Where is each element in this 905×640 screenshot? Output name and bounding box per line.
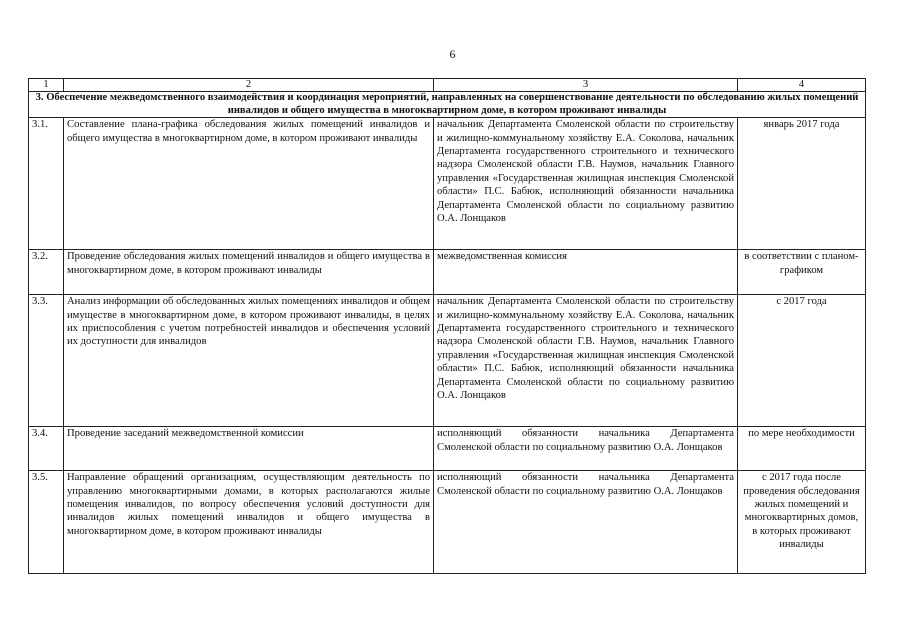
row-term: в соответствии с планом-графиком — [738, 250, 866, 295]
table-row — [29, 250, 866, 295]
row-number: 3.4. — [29, 427, 64, 471]
row-responsible: исполняющий обязанности начальника Департамента Смоленской области по социальному развитию О.А. Лонщаков — [434, 471, 738, 574]
row-number: 3.1. — [29, 118, 64, 250]
row-action: Проведение обследования жилых помещений инвалидов и общего имущества в многоквартирном доме, в котором проживают инвалиды — [64, 250, 434, 295]
row-responsible: межведомственная комиссия — [434, 250, 738, 295]
column-header-2: 2 — [64, 79, 434, 92]
row-action: Анализ информации об обследованных жилых помещениях инвалидов и общем имуществе в многоквартирном доме, в котором проживают инвалиды, в целях их приспособления с учетом потребностей инвалидов и обеспечения условий их доступности для инвалидов — [64, 295, 434, 427]
row-number: 3.5. — [29, 471, 64, 574]
row-number: 3.3. — [29, 295, 64, 427]
row-term: с 2017 года — [738, 295, 866, 427]
table-row — [29, 471, 866, 574]
column-header-1: 1 — [29, 79, 64, 92]
action-plan-table — [28, 78, 866, 574]
table-row — [29, 295, 866, 427]
table-row — [29, 118, 866, 250]
row-responsible: начальник Департамента Смоленской области по строительству и жилищно-коммунальному хозяйству Е.А. Соколова, начальник Департамента государственного строительного и технического надзора Смоленской области Г.В. Наумов, начальник Главного управления «Государственная жилищная инспекция Смоленской области» П.С. Бабюк, исполняющий обязанности начальника Департамента Смоленской области по социальному развитию О.А. Лонщаков — [434, 118, 738, 250]
row-responsible: начальник Департамента Смоленской области по строительству и жилищно-коммунальному хозяйству Е.А. Соколова, начальник Департамента государственного строительного и технического надзора Смоленской области Г.В. Наумов, начальник Главного управления «Государственная жилищная инспекция Смоленской области» П.С. Бабюк, исполняющий обязанности начальника Департамента Смоленской области по социальному развитию О.А. Лонщаков — [434, 295, 738, 427]
row-action: Проведение заседаний межведомственной комиссии — [64, 427, 434, 471]
row-number: 3.2. — [29, 250, 64, 295]
row-action: Направление обращений организациям, осуществляющим деятельность по управлению многоквартирными домами, в которых располагаются жилые помещения инвалидов, по вопросу обеспечения условий доступности для инвалидов жилых помещений инвалидов и общего имущества в многоквартирном доме, в котором проживают инвалиды — [64, 471, 434, 574]
section-row — [29, 92, 866, 118]
section-title: 3. Обеспечение межведомственного взаимодействия и координация мероприятий, направленных на совершенствование деятельности по обследованию жилых помещений инвалидов и общего имущества в многоквартирном доме, в котором проживают инвалиды — [29, 92, 866, 118]
row-responsible: исполняющий обязанности начальника Департамента Смоленской области по социальному развитию О.А. Лонщаков — [434, 427, 738, 471]
table-row — [29, 427, 866, 471]
column-header-4: 4 — [738, 79, 866, 92]
row-term: с 2017 года после проведения обследования жилых помещений и многоквартирных домов, в которых проживают инвалиды — [738, 471, 866, 574]
row-term: по мере необходимости — [738, 427, 866, 471]
column-header-3: 3 — [434, 79, 738, 92]
page-number: 6 — [449, 47, 456, 61]
column-number-row — [29, 79, 866, 92]
row-action: Составление плана-графика обследования жилых помещений инвалидов и общего имущества в многоквартирном доме, в котором проживают инвалиды — [64, 118, 434, 250]
row-term: январь 2017 года — [738, 118, 866, 250]
